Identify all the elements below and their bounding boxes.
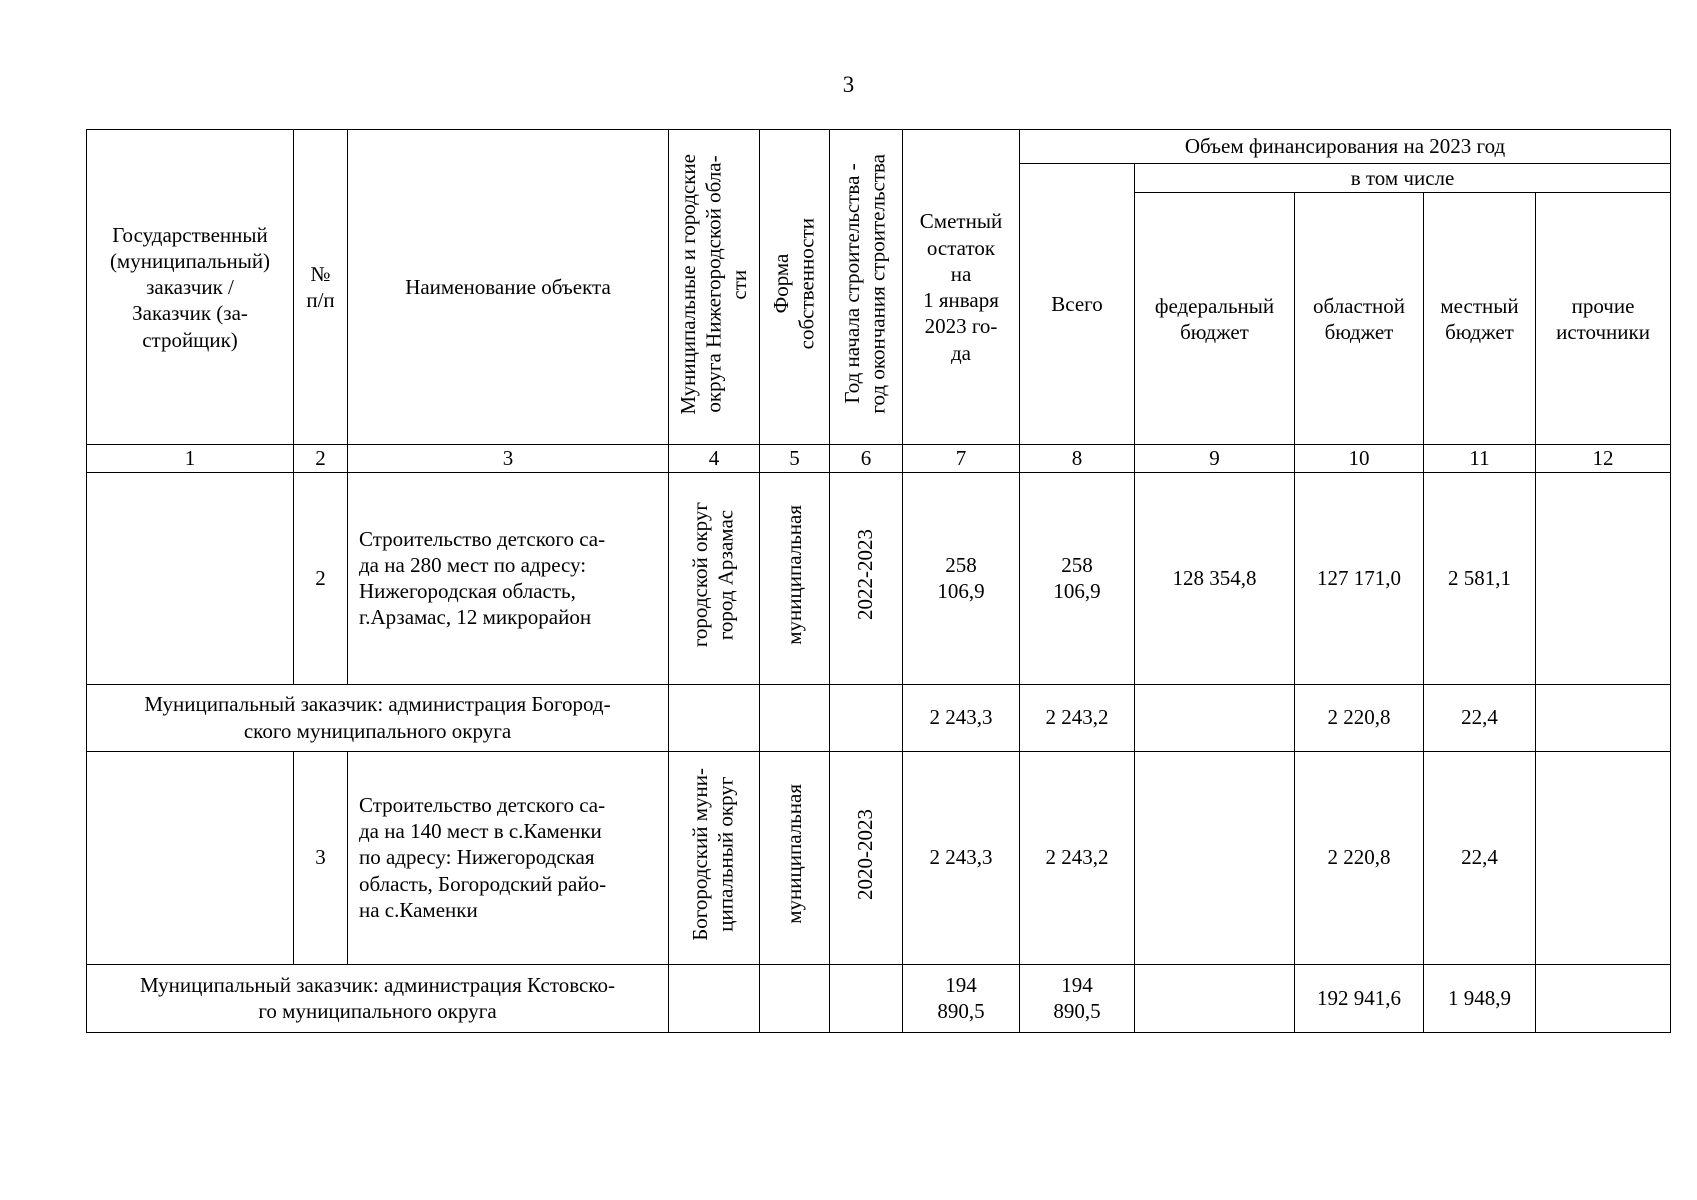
cell-balance: 2 243,3 [903,684,1020,751]
cell-customer-empty [87,472,294,684]
header-balance: Сметный остаток на 1 января 2023 го- да [903,130,1020,445]
cell-customer-label: Муниципальный заказчик: администрация Кстовско- го муниципального округа [87,964,669,1032]
cell-object-name: Строительство детского са- да на 280 мест по адресу: Нижегородская область, г.Арзамас, 12 микрорайон [348,472,669,684]
header-regional: областной бюджет [1295,193,1424,445]
column-number: 3 [348,445,669,472]
header-including: в том числе [1135,164,1671,193]
header-funding-title: Объем финансирования на 2023 год [1020,130,1671,164]
column-number-row [87,445,1671,472]
cell-years-empty [830,964,903,1032]
cell-municipal-empty [669,684,760,751]
cell-federal [1135,751,1295,964]
cell-balance: 2 243,3 [903,751,1020,964]
cell-regional: 127 171,0 [1295,472,1424,684]
header-customer: Государственный (муниципальный) заказчик / Заказчик (за- стройщик) [87,130,294,445]
header-row-1 [87,130,1671,164]
financing-table [86,129,1671,1033]
cell-federal [1135,964,1295,1032]
column-number: 11 [1424,445,1536,472]
cell-total: 194 890,5 [1020,964,1135,1032]
column-number: 10 [1295,445,1424,472]
cell-years [830,751,903,964]
cell-ownership [760,472,830,684]
column-number: 5 [760,445,830,472]
cell-local: 1 948,9 [1424,964,1536,1032]
cell-other [1536,472,1671,684]
header-local: местный бюджет [1424,193,1536,445]
header-years-text: Год начала строительства - год окончания строительства [840,154,890,414]
column-number: 6 [830,445,903,472]
column-number: 2 [294,445,348,472]
header-federal: федеральный бюджет [1135,193,1295,445]
column-number: 1 [87,445,294,472]
header-municipal [669,130,760,445]
table-row-object-arzamas [87,472,1671,684]
cell-total: 2 243,2 [1020,684,1135,751]
cell-years-empty [830,684,903,751]
cell-num: 2 [294,472,348,684]
table-row-customer-kstovsky [87,964,1671,1032]
cell-other [1536,684,1671,751]
table-row-object-kamenki [87,751,1671,964]
header-total: Всего [1020,164,1135,445]
column-number: 7 [903,445,1020,472]
column-number: 12 [1536,445,1671,472]
page-number: 3 [842,72,855,97]
cell-ownership-empty [760,684,830,751]
column-number: 8 [1020,445,1135,472]
cell-municipal-empty [669,964,760,1032]
cell-total: 2 243,2 [1020,751,1135,964]
cell-years-text: 2022-2023 [853,529,878,621]
cell-ownership-text: муниципальная [781,504,806,645]
cell-customer-label: Муниципальный заказчик: администрация Богород- ского муниципального округа [87,684,669,751]
cell-municipal-text: Богородский муни- ципальный округ [688,768,738,941]
header-num: № п/п [294,130,348,445]
table-row-customer-bogorodsky [87,684,1671,751]
cell-municipal [669,472,760,684]
cell-federal [1135,684,1295,751]
cell-local: 22,4 [1424,684,1536,751]
cell-federal: 128 354,8 [1135,472,1295,684]
cell-regional: 2 220,8 [1295,684,1424,751]
header-other: прочие источники [1536,193,1671,445]
cell-years-text: 2020-2023 [853,808,878,900]
cell-ownership-text: муниципальная [781,784,806,925]
header-years [830,130,903,445]
cell-num: 3 [294,751,348,964]
cell-other [1536,964,1671,1032]
cell-balance: 258 106,9 [903,472,1020,684]
cell-local: 22,4 [1424,751,1536,964]
cell-municipal-text: городской округ город Арзамас [688,502,738,648]
cell-municipal [669,751,760,964]
cell-local: 2 581,1 [1424,472,1536,684]
cell-other [1536,751,1671,964]
cell-customer-empty [87,751,294,964]
cell-total: 258 106,9 [1020,472,1135,684]
column-number: 4 [669,445,760,472]
cell-regional: 2 220,8 [1295,751,1424,964]
column-number: 9 [1135,445,1295,472]
cell-years [830,472,903,684]
cell-ownership-empty [760,964,830,1032]
cell-object-name: Строительство детского са- да на 140 мест в с.Каменки по адресу: Нижегородская область, Богородский райо- на с.Каменки [348,751,669,964]
header-object-name: Наименование объекта [348,130,669,445]
cell-balance: 194 890,5 [903,964,1020,1032]
header-ownership-text: Форма собственности [768,218,819,350]
cell-regional: 192 941,6 [1295,964,1424,1032]
header-ownership [760,130,830,445]
cell-ownership [760,751,830,964]
header-municipal-text: Муниципальные и городские округа Нижегородской обла- сти [675,153,751,415]
